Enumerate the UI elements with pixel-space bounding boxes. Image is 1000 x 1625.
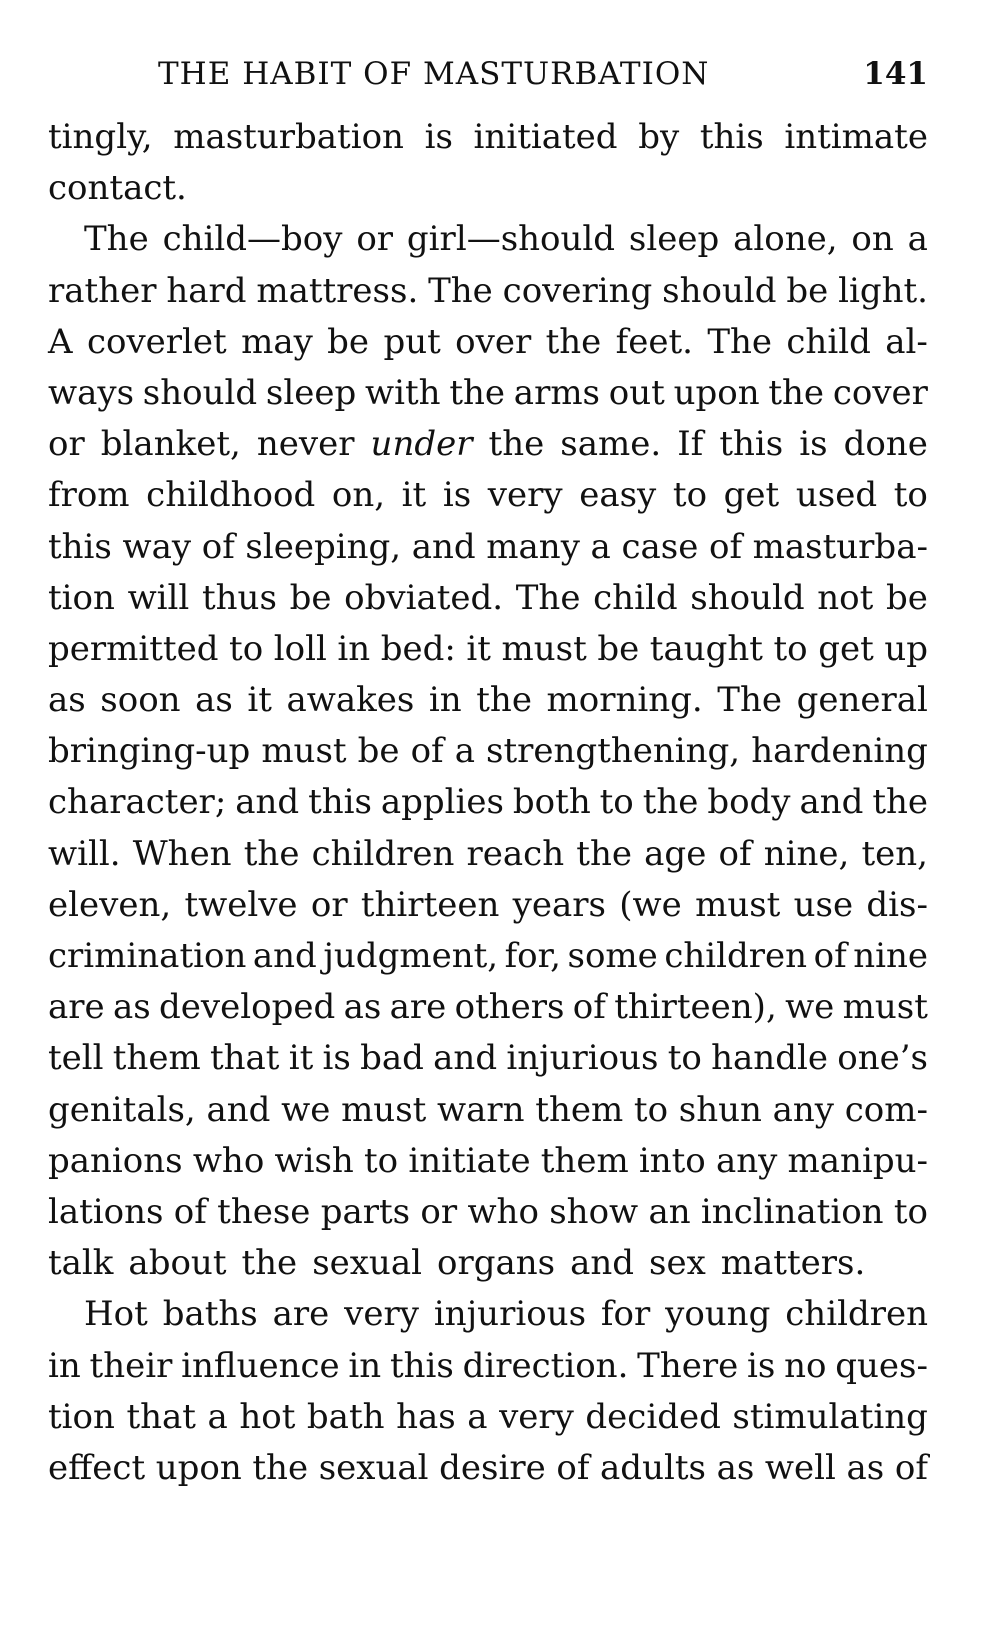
text-line: from childhood on, it is very easy to get used to <box>48 475 928 516</box>
text-line: The child—boy or girl—should sleep alone, on a <box>84 219 928 260</box>
text-line: tion will thus be obviated. The child should not be <box>48 577 928 618</box>
text-line: crimination and judgment, for, some children of nine <box>48 936 928 976</box>
text-line: ways should sleep with the arms out upon the cover <box>48 372 928 413</box>
text-line: A coverlet may be put over the feet. The child al- <box>48 321 928 362</box>
text-line: Hot baths are very injurious for young children <box>84 1294 928 1335</box>
text-line: are as developed as are others of thirteen), we must <box>48 987 928 1028</box>
text-line: genitals, and we must warn them to shun any com- <box>48 1089 928 1130</box>
text-line: tell them that it is bad and injurious to handle one’s <box>48 1038 928 1079</box>
text-line: lations of these parts or who show an inclination to <box>48 1191 928 1232</box>
text-line: as soon as it awakes in the morning. The general <box>48 680 928 721</box>
text-line: in their influence in this direction. There is no ques- <box>48 1345 928 1386</box>
text-line: contact. <box>48 168 187 209</box>
text-line: this way of sleeping, and many a case of masturba- <box>48 526 928 567</box>
text-line: or blanket, never under the same. If this is done <box>48 424 928 465</box>
text-line: bringing-up must be of a strengthening, hardening <box>48 731 928 772</box>
page-number: 141 <box>863 56 928 92</box>
text-line: tion that a hot bath has a very decided stimulating <box>48 1396 928 1437</box>
book-page <box>48 44 928 1494</box>
text-line: tingly, masturbation is initiated by this intimate <box>48 117 928 157</box>
text-line: panions who wish to initiate them into any manipu- <box>48 1140 928 1181</box>
text-line: eleven, twelve or thirteen years (we must use dis- <box>48 884 928 925</box>
text-line: talk about the sexual organs and sex matters. <box>48 1243 866 1284</box>
text-line: permitted to loll in bed: it must be taught to get up <box>48 628 928 669</box>
body-text <box>48 112 928 1494</box>
running-head <box>48 44 928 104</box>
text-line: will. When the children reach the age of nine, ten, <box>48 833 928 874</box>
running-title: THE HABIT OF MASTURBATION <box>158 56 710 92</box>
text-line: rather hard mattress. The covering should be light. <box>48 270 928 311</box>
text-line: effect upon the sexual desire of adults as well as of <box>48 1447 928 1488</box>
text-line: character; and this applies both to the body and the <box>48 782 928 823</box>
